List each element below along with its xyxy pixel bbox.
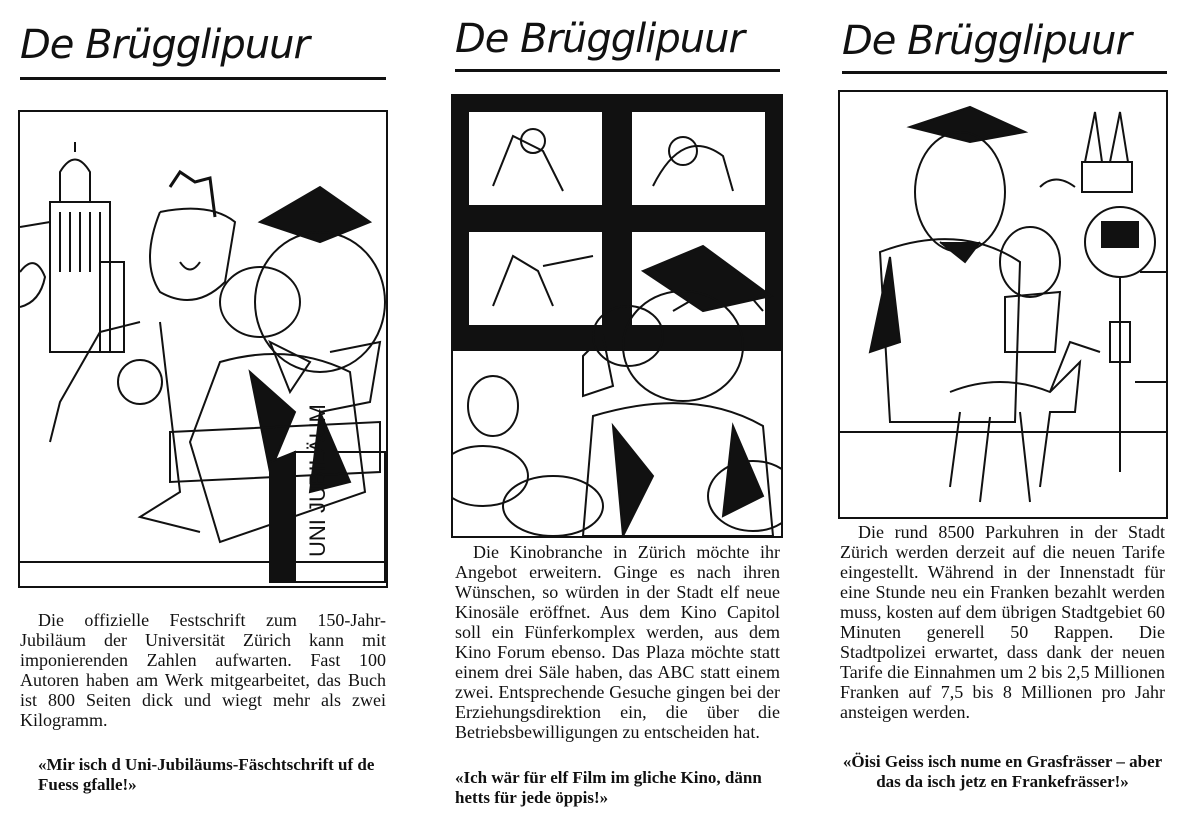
caption-text: Die offizielle Festschrift zum 150-Jahr-Jubiläum der Universität Zürich kann mit imponierenden Zahlen aufwarten. Fast 100 Autoren haben am Werk mitgearbeitet, das Buch ist 800 Seiten dick und wiegt mehr als zwei Kilogramm. [20,610,386,730]
cartoon-cinema [451,94,783,538]
cartoon-parking [838,90,1168,519]
cartoon-university [18,110,388,588]
punchline-quote: «Mir isch d Uni-Jubiläums-Fäschtschrift uf de Fuess gfalle!» [38,755,375,794]
punchline-quote: «Ich wär für elf Film im gliche Kino, dänn hetts für jede öppis!» [455,768,762,807]
strip-title: De Brügglipuur [20,22,309,68]
strip-title: De Brügglipuur [455,16,744,62]
title-rule [455,69,780,72]
title-rule [842,71,1167,74]
caption-text: Die Kinobranche in Zürich möchte ihr Angebot erweitern. Ginge es nach ihren Wünschen, so würden in der Stadt elf neue Kinosäle eröffnet. Aus dem Kino Capitol soll ein Fünferkomplex werden, aus dem Kino Forum ebenso. Das Plaza möchte statt einem drei Säle haben, das ABC statt einem zwei. Entsprechende Gesuche gingen bei der Erziehungsdirektion ein, die über die Betriebsbewilligungen zu entscheiden hat. [455,542,780,742]
title-rule [20,77,386,80]
strip-title: De Brügglipuur [842,18,1131,64]
book-label: UNI JUBILÄUM [305,404,330,557]
punchline-quote: «Öisi Geiss isch nume en Grasfrässer – aber das da isch jetz en Frankefrässer!» [842,752,1163,791]
caption-text: Die rund 8500 Parkuhren in der Stadt Zürich werden derzeit auf die neuen Tarife eingestellt. Während in der Innenstadt für eine Stunde neu ein Franken bezahlt werden muss, kosten auf dem übrigen Stadtgebiet 60 Minuten generell 50 Rappen. Die Stadtpolizei erwartet, dass dank der neuen Tarife die Einnahmen um 2 bis 2,5 Millionen Franken auf 7,5 bis 8 Millionen pro Jahr ansteigen werden. [840,522,1165,722]
